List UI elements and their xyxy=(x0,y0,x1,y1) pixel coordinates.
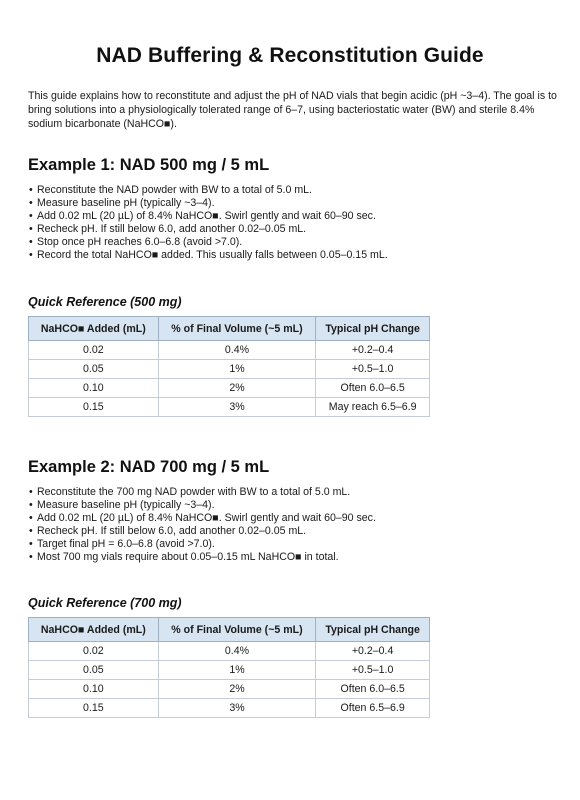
table-cell: 0.02 xyxy=(29,341,159,360)
table-row xyxy=(29,680,430,699)
table-cell: 0.05 xyxy=(29,661,159,680)
table-cell: 2% xyxy=(158,680,316,699)
table-cell: +0.5–1.0 xyxy=(316,661,430,680)
table-header-row xyxy=(29,618,430,642)
table-cell: 1% xyxy=(158,661,316,680)
table-row xyxy=(29,398,430,417)
page-title: NAD Buffering & Reconstitution Guide xyxy=(96,44,484,67)
table-row xyxy=(29,379,430,398)
example-1-steps xyxy=(28,184,558,262)
list-item: • Most 700 mg vials require about 0.05–0.15 mL NaHCO■ in total. xyxy=(28,551,558,564)
table-cell: +0.5–1.0 xyxy=(316,360,430,379)
column-header: Typical pH Change xyxy=(316,317,430,341)
list-item: • Add 0.02 mL (20 µL) of 8.4% NaHCO■. Swirl gently and wait 60–90 sec. xyxy=(28,512,558,525)
column-header: Typical pH Change xyxy=(316,618,430,642)
table-cell: 0.10 xyxy=(29,680,159,699)
example-2-steps xyxy=(28,486,558,564)
table-cell: 2% xyxy=(158,379,316,398)
list-item: • Measure baseline pH (typically ~3–4). xyxy=(28,499,558,512)
quick-reference-700-table xyxy=(28,617,430,718)
table-cell: 0.15 xyxy=(29,699,159,718)
list-item: • Record the total NaHCO■ added. This usually falls between 0.05–0.15 mL. xyxy=(28,249,558,262)
table-row xyxy=(29,341,430,360)
table-cell: 3% xyxy=(158,398,316,417)
list-item: • Recheck pH. If still below 6.0, add another 0.02–0.05 mL. xyxy=(28,525,558,538)
example-2-heading: Example 2: NAD 700 mg / 5 mL xyxy=(28,458,270,476)
list-item: • Reconstitute the NAD powder with BW to a total of 5.0 mL. xyxy=(28,184,558,197)
table-cell: 0.02 xyxy=(29,642,159,661)
table-cell: 0.4% xyxy=(158,642,316,661)
table-row xyxy=(29,699,430,718)
quick-reference-500-table xyxy=(28,316,430,417)
table-row xyxy=(29,642,430,661)
table-cell: 1% xyxy=(158,360,316,379)
column-header: % of Final Volume (~5 mL) xyxy=(158,618,316,642)
list-item: • Reconstitute the 700 mg NAD powder with BW to a total of 5.0 mL. xyxy=(28,486,558,499)
list-item: • Target final pH = 6.0–6.8 (avoid >7.0). xyxy=(28,538,558,551)
table-cell: Often 6.0–6.5 xyxy=(316,680,430,699)
table-cell: May reach 6.5–6.9 xyxy=(316,398,430,417)
table-cell: +0.2–0.4 xyxy=(316,642,430,661)
table-cell: Often 6.0–6.5 xyxy=(316,379,430,398)
table-cell: 0.05 xyxy=(29,360,159,379)
list-item: • Measure baseline pH (typically ~3–4). xyxy=(28,197,558,210)
list-item: • Add 0.02 mL (20 µL) of 8.4% NaHCO■. Swirl gently and wait 60–90 sec. xyxy=(28,210,558,223)
table-header-row xyxy=(29,317,430,341)
table-row xyxy=(29,661,430,680)
table-cell: +0.2–0.4 xyxy=(316,341,430,360)
table-cell: 3% xyxy=(158,699,316,718)
list-item: • Stop once pH reaches 6.0–6.8 (avoid >7.0). xyxy=(28,236,558,249)
example-1-heading: Example 1: NAD 500 mg / 5 mL xyxy=(28,156,270,174)
table-cell: 0.10 xyxy=(29,379,159,398)
table-row xyxy=(29,360,430,379)
quick-reference-700-heading: Quick Reference (700 mg) xyxy=(28,596,182,610)
list-item: • Recheck pH. If still below 6.0, add another 0.02–0.05 mL. xyxy=(28,223,558,236)
column-header: NaHCO■ Added (mL) xyxy=(29,618,159,642)
table-cell: Often 6.5–6.9 xyxy=(316,699,430,718)
column-header: NaHCO■ Added (mL) xyxy=(29,317,159,341)
table-cell: 0.4% xyxy=(158,341,316,360)
intro-paragraph: This guide explains how to reconstitute and adjust the pH of NAD vials that begin acidic (pH ~3–4). The goal is to bring solutions into a physiologically tolerated range of 6–7, using bacteriostatic water (BW) and sterile 8.4% sodium bicarbonate (NaHCO■). xyxy=(28,90,557,130)
table-cell: 0.15 xyxy=(29,398,159,417)
column-header: % of Final Volume (~5 mL) xyxy=(158,317,316,341)
quick-reference-500-heading: Quick Reference (500 mg) xyxy=(28,295,182,309)
